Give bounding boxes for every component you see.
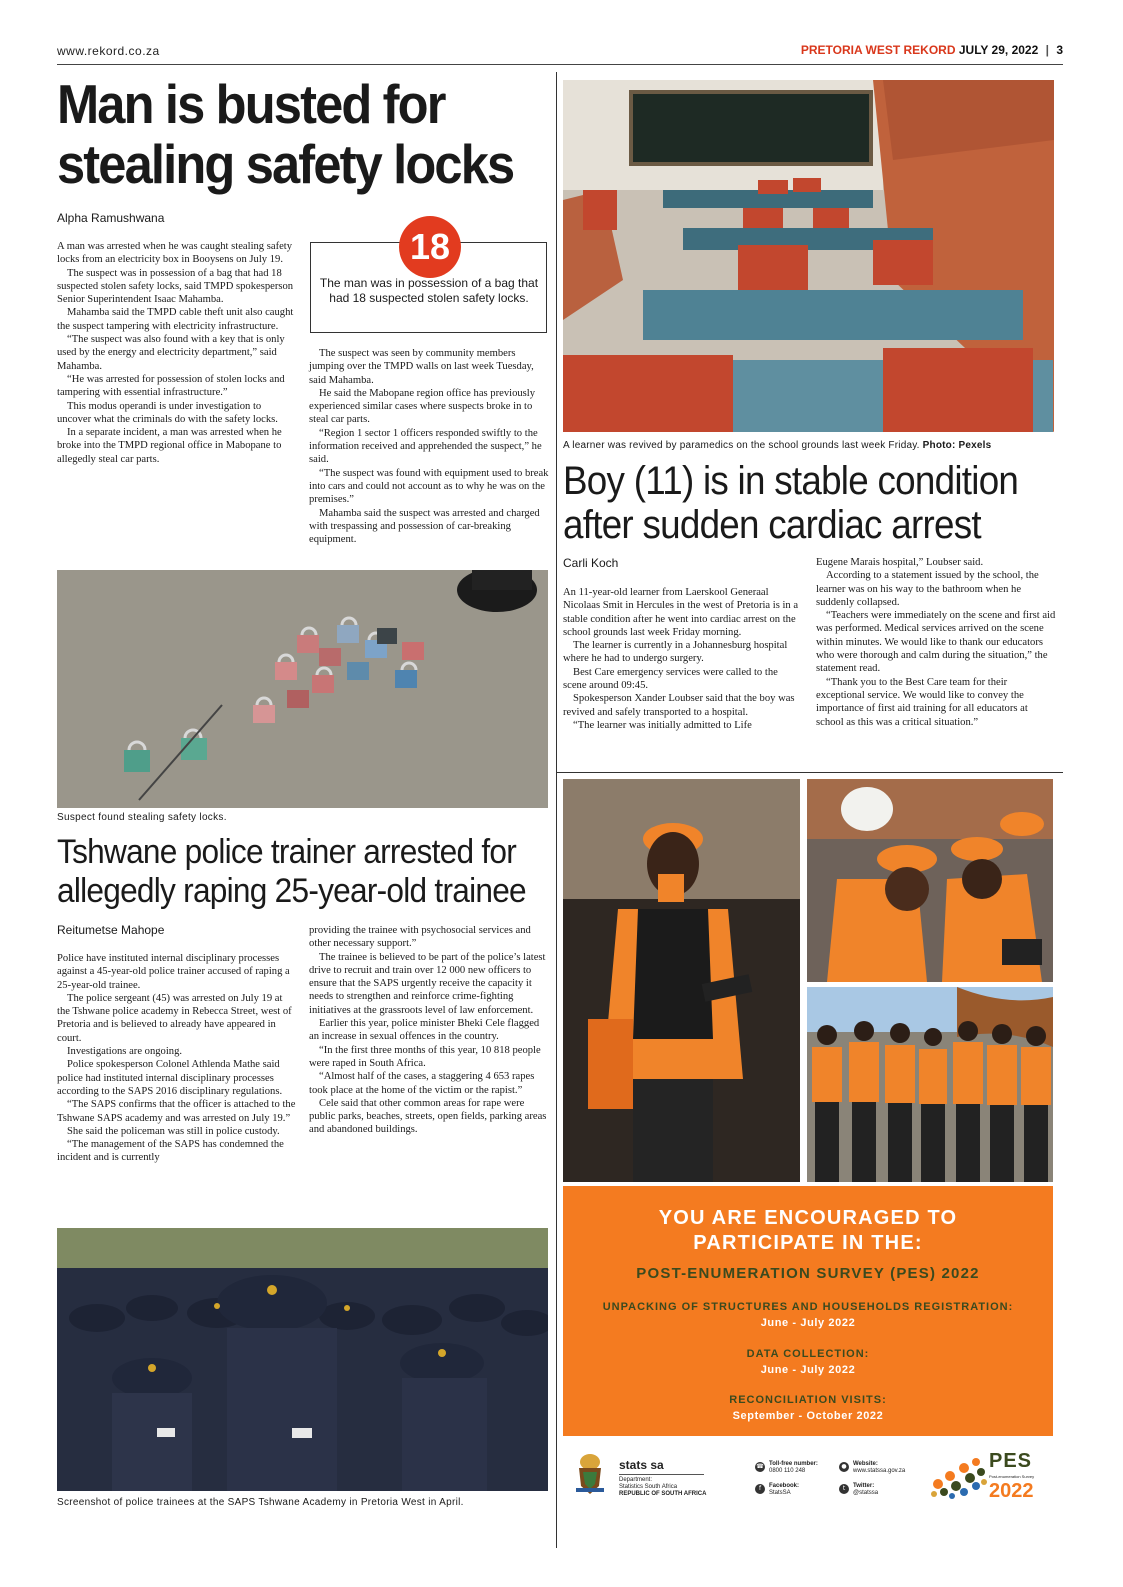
article3-column2 (816, 556, 1056, 729)
stats-sa-logo-text: stats sa (619, 1458, 664, 1472)
article2-paragraph: Investigations are ongoing. (67, 1046, 183, 1058)
twitter-link[interactable]: @statssa (853, 1490, 879, 1496)
pes-logo-subtitle: Post-enumeration Survey (989, 1474, 1035, 1479)
pullquote-number-badge: 18 (399, 216, 461, 278)
page-number: 3 (1056, 43, 1063, 57)
facebook-icon: f (755, 1484, 765, 1494)
classroom-caption (563, 440, 991, 451)
department-name: Statistics South Africa (619, 1484, 678, 1490)
article2-headline-line2: allegedly raping 25-year-old trainee (57, 872, 526, 910)
masthead-separator: | (1045, 43, 1049, 57)
article1-column1 (57, 240, 295, 466)
publication-name: PRETORIA WEST REKORD (800, 43, 956, 57)
article3-paragraph: “The learner was initially admitted to Life (573, 719, 752, 731)
phase-date-registration: June - July 2022 (760, 1317, 856, 1329)
twitter-label: Twitter: (853, 1483, 875, 1489)
pes-group-photo (807, 987, 1053, 1182)
pes-team-illustration (807, 779, 1053, 982)
police-trainees-illustration (57, 1228, 548, 1491)
article1-paragraph: He said the Mabopane region office has previously experienced similar cases where suspects broke in to steal car parts. (309, 387, 536, 426)
article3-paragraph: Best Care emergency services were called to the scene around 09:45. (563, 666, 778, 692)
phase-label-registration: UNPACKING OF STRUCTURES AND HOUSEHOLDS REGISTRATION: (602, 1301, 1014, 1313)
article3-headline-line1: Boy (11) is in stable condition (563, 459, 1019, 503)
article1-paragraph: Mahamba said the suspect was arrested and charged with trespassing and possession of car-breaking equipment. (309, 507, 540, 546)
article1-paragraph: A man was arrested when he was caught stealing safety locks from an electricity box in Booysens on July 19. (57, 241, 293, 266)
article1-paragraph: In a separate incident, a man was arrested when he broke into the TMPD regional office in Mabopane to allegedly steal car parts. (57, 427, 282, 465)
tollfree-number[interactable]: 0800 110 248 (769, 1468, 806, 1474)
phase-date-data-collection: June - July 2022 (760, 1364, 856, 1376)
article1-paragraph: Mahamba said the TMPD cable theft unit also caught the suspect tampering with electricity infrastructure. (57, 307, 294, 332)
article1-headline-line1: Man is busted for (57, 73, 445, 135)
article3-headline (563, 459, 1018, 547)
globe-icon: ● (839, 1462, 849, 1472)
fieldworker-illustration (563, 779, 800, 1182)
article2-paragraph: The trainee is believed to be part of the police’s latest drive to recruit and train over 12 000 new officers to ensure that the SAPS urgently receive the capacity it needs to strengthen and reinforce crime-fighting initiatives at the grassroots level of law enforcement. (309, 951, 546, 1016)
police-trainees-caption: Screenshot of police trainees at the SAPS Tshwane Academy in Pretoria West in April. (57, 1497, 464, 1508)
article2-paragraph: “Almost half of the cases, a staggering 4 653 rapes took place at the home of the victim or the rapist.” (309, 1071, 535, 1096)
safety-locks-photo (57, 570, 548, 808)
classroom-illustration (563, 80, 1054, 432)
classroom-caption-text: A learner was revived by paramedics on the school grounds last week Friday. (563, 440, 920, 451)
article2-paragraph: The police sergeant (45) was arrested on July 19 at the Tshwane police academy in Rebecca Street, west of Pretoria and is believed to already have appeared in court. (57, 992, 292, 1044)
pes-advert-footer (563, 1440, 1053, 1510)
article3-paragraph: An 11-year-old learner from Laerskool Generaal Nicolaas Smit in Hercules in the west of Pretoria is in a stable condition after he went into cardiac arrest on the school grounds last week Friday morning. (563, 587, 799, 638)
article2-paragraph: “The SAPS confirms that the officer is attached to the Tshwane SAPS academy and was arrested on July 19.” (57, 1099, 296, 1124)
article2-headline-line1: Tshwane police trainer arrested for (57, 833, 517, 871)
pes-fieldworker-photo (563, 779, 800, 1182)
photo-credit: Photo: Pexels (922, 440, 992, 451)
article2-paragraph: Earlier this year, police minister Bheki Cele flagged an increase in sexual offences in the country. (309, 1018, 540, 1043)
pes-logo-year: 2022 (989, 1480, 1034, 1502)
article2-column2 (309, 924, 549, 1137)
article2-paragraph: Cele said that other common areas for rape were public parks, beaches, streets, open fields, parking areas and abandoned buildings. (309, 1097, 547, 1136)
site-url[interactable]: www.rekord.co.za (57, 44, 160, 58)
department-label: Department: (619, 1477, 653, 1483)
phase-label-reconciliation: RECONCILIATION VISITS: (729, 1394, 887, 1406)
stats-sa-rule (619, 1474, 704, 1475)
twitter-icon: t (839, 1484, 849, 1494)
article1-paragraph: This modus operandi is under investigation to uncover what the criminals do with the safety locks. (57, 400, 278, 425)
article1-paragraph: “The suspect was also found with a key that is only used by the energy and electricity department,” said Mahamba. (57, 334, 285, 372)
article2-paragraph: “The management of the SAPS has condemned the incident and is currently (57, 1139, 284, 1164)
pes-team-photo (807, 779, 1053, 982)
article1-paragraph: The suspect was seen by community members jumping over the TMPD walls on last week Tuesday, said Mahamba. (309, 348, 534, 386)
phase-label-data-collection: DATA COLLECTION: (746, 1348, 870, 1360)
article2-paragraph: She said the policeman was still in police custody. (67, 1125, 280, 1137)
article1-byline: Alpha Ramushwana (57, 211, 165, 225)
police-trainees-photo (57, 1228, 548, 1491)
pes-advert-headline-line1: YOU ARE ENCOURAGED TO (658, 1207, 958, 1229)
pes-survey-name: POST-ENUMERATION SURVEY (PES) 2022 (636, 1265, 980, 1282)
article3-paragraph: “Teachers were immediately on the scene and first aid was performed. Medical services arrived on the scene within minutes. We would like to thank our educators who were thorough and calm during the situation,” the statement read. (816, 610, 1056, 675)
website-link[interactable]: www.statssa.gov.za (853, 1468, 906, 1474)
pullquote-text: The man was in possession of a bag that had 18 suspected stolen safety locks. (319, 276, 539, 305)
article2-headline (57, 833, 526, 911)
article2-paragraph: providing the trainee with psychosocial services and other necessary support.” (309, 925, 531, 950)
article2-paragraph: “In the first three months of this year, 10 818 people were raped in South Africa. (309, 1044, 541, 1069)
article2-column1 (57, 952, 297, 1165)
article1-headline-line2: stealing safety locks (57, 133, 514, 195)
article3-paragraph: According to a statement issued by the school, the learner was on his way to the bathroom when he suddenly collapsed. (816, 570, 1039, 608)
article1-paragraph: “He was arrested for possession of stolen locks and tampering with essential infrastructure.” (57, 373, 285, 399)
article1-headline (57, 74, 512, 194)
pes-logo-word: PES (989, 1450, 1033, 1472)
article3-column1 (563, 586, 803, 732)
article3-byline: Carli Koch (563, 556, 619, 570)
masthead (801, 43, 1063, 57)
article1-paragraph: “The suspect was found with equipment used to break into cars and could not account as to why he was on the premises.” (309, 467, 549, 506)
website-label: Website: (853, 1461, 878, 1467)
safety-locks-caption: Suspect found stealing safety locks. (57, 812, 227, 823)
article1-column2 (309, 347, 549, 546)
article3-paragraph: Eugene Marais hospital,” Loubser said. (816, 557, 984, 568)
article1-paragraph: “Region 1 sector 1 officers responded swiftly to the information received and apprehended the suspect,” he said. (309, 427, 542, 466)
people-mosaic-icon (928, 1454, 988, 1500)
safety-locks-illustration (57, 570, 548, 808)
article3-headline-line2: after sudden cardiac arrest (563, 503, 981, 547)
facebook-link[interactable]: StatsSA (769, 1490, 791, 1496)
pes-group-illustration (807, 987, 1053, 1182)
facebook-label: Facebook: (769, 1483, 800, 1489)
article1-paragraph: The suspect was in possession of a bag that had 18 suspected stolen safety locks, said TMPD spokesperson Senior Superintendent Isaac Mahamba. (57, 267, 294, 306)
column-divider (556, 72, 557, 1548)
republic-label: REPUBLIC OF SOUTH AFRICA (619, 1491, 707, 1497)
article3-paragraph: Spokesperson Xander Loubser said that the boy was revived and safely transported to a hospital. (563, 693, 795, 718)
article2-paragraph: Police have instituted internal disciplinary processes against a 45-year-old police trainer accused of raping a 25-year-old trainee. (57, 953, 290, 991)
header-rule (57, 64, 1063, 65)
article2-byline: Reitumetse Mahope (57, 923, 165, 937)
issue-date: JULY 29, 2022 (958, 43, 1039, 57)
pes-advert-headline-line2: PARTICIPATE IN THE: (693, 1232, 923, 1254)
article3-paragraph: The learner is currently in a Johannesburg hospital where he had to undergo surgery. (563, 640, 788, 665)
right-section-divider (556, 772, 1063, 773)
tollfree-label: Toll-free number: (769, 1461, 818, 1467)
classroom-photo (563, 80, 1054, 432)
coat-of-arms-icon (573, 1452, 607, 1496)
phone-icon: ☎ (756, 1463, 764, 1470)
article3-paragraph: “Thank you to the Best Care team for their exceptional service. We would like to convey the importance of first aid training for all educators at school as this was a critical situation.” (816, 676, 1028, 728)
article2-paragraph: Police spokesperson Colonel Athlenda Mathe said police had instituted internal disciplinary processes according to the SAPS 2016 disciplinary regulations. (57, 1059, 283, 1097)
pes-advert-headline (563, 1206, 1053, 1256)
phase-date-reconciliation: September - October 2022 (732, 1410, 884, 1422)
